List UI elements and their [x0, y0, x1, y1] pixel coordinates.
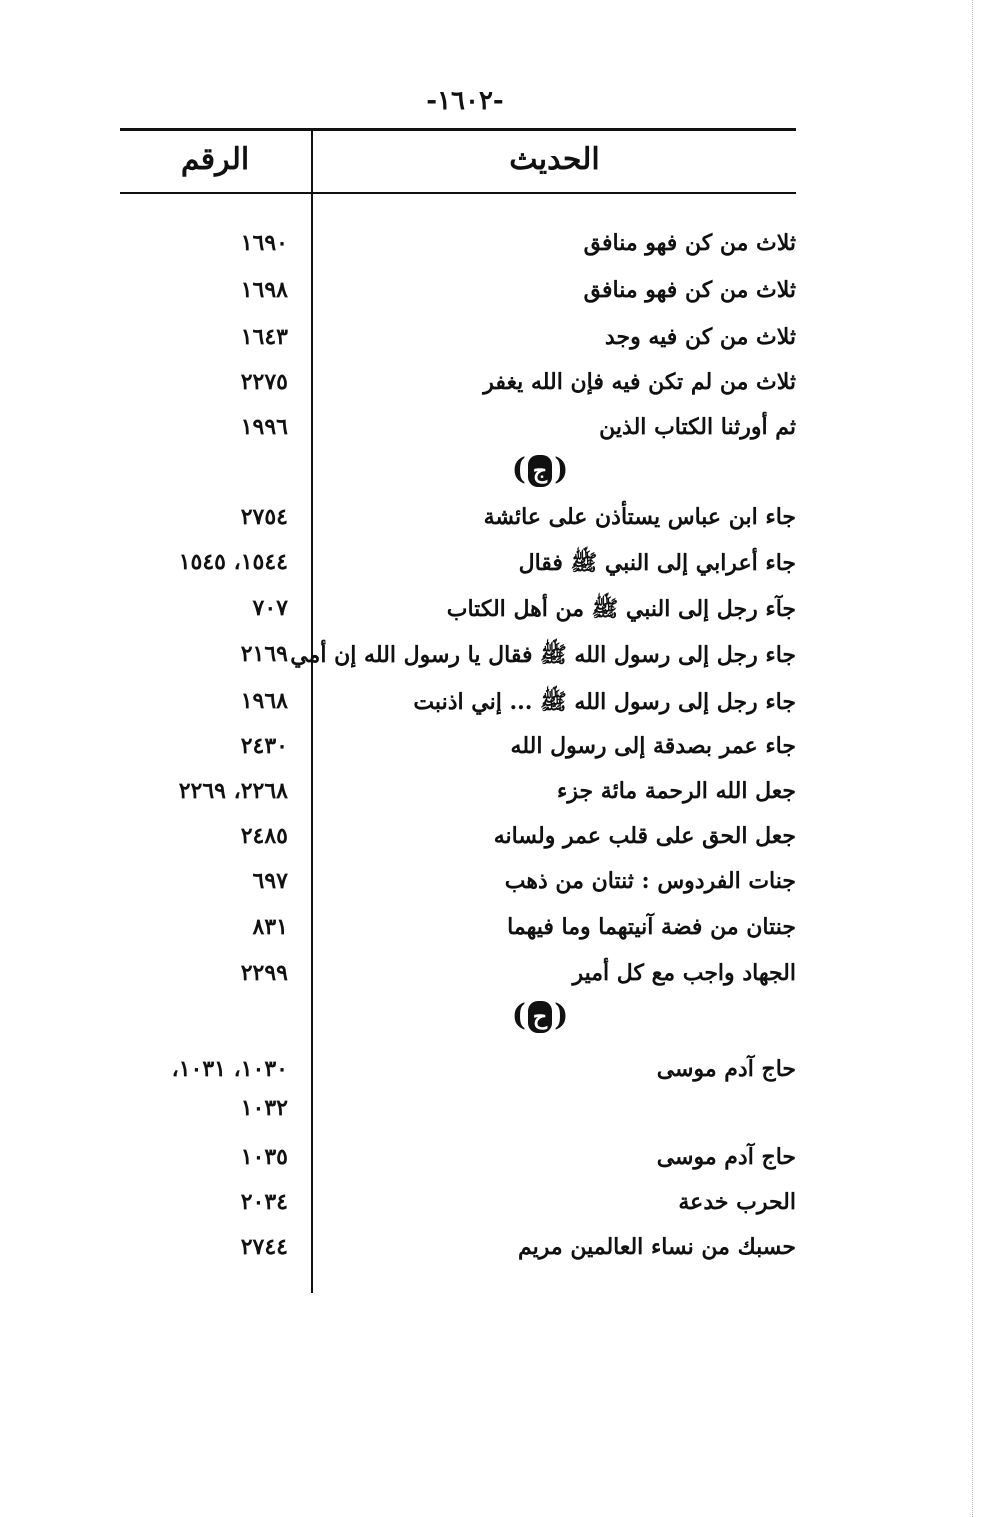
hadith-text: جعل الحق على قلب عمر ولسانه	[493, 823, 796, 849]
column-header-hadith: الحديث	[509, 142, 600, 177]
table-row	[120, 1056, 796, 1096]
hadith-number: ٢٧٥٤	[240, 504, 288, 530]
hadith-text: ثلاث من كن فهو منافق	[583, 230, 796, 256]
hadith-text: جاء رجل إلى رسول الله ﷺ ... إني اذنبت	[413, 689, 796, 715]
hadith-text: جنتان من فضة آنيتهما وما فيهما	[507, 914, 796, 940]
hadith-number: ٢٤٣٠	[240, 733, 288, 759]
table-row	[120, 595, 796, 635]
section-letter-heading	[490, 998, 590, 1033]
hadith-number: ١٠٣٠، ١٠٣١،	[171, 1056, 288, 1082]
hadith-number: ١٦٩٠	[240, 230, 288, 256]
paren-open: (	[554, 998, 569, 1033]
table-row	[120, 778, 796, 818]
page-number: -١٦٠٢-	[426, 86, 504, 116]
table-row	[120, 1095, 796, 1135]
table-row	[120, 1234, 796, 1274]
hadith-number: ٨٣١	[252, 914, 288, 940]
hadith-number: ٢٠٣٤	[240, 1189, 288, 1215]
hadith-text: ثلاث من لم تكن فيه فإن الله يغفر	[483, 369, 796, 395]
table-row	[120, 549, 796, 589]
hadith-text: الحرب خدعة	[678, 1189, 796, 1215]
table-row	[120, 369, 796, 409]
table-row	[120, 1189, 796, 1229]
section-letter: ج	[528, 455, 552, 487]
hadith-number: ١٩٩٦	[240, 414, 288, 440]
table-row	[120, 868, 796, 908]
hadith-number: ٢١٦٩	[240, 641, 288, 667]
section-letter: ح	[528, 1001, 552, 1033]
hadith-text: جآء رجل إلى النبي ﷺ من أهل الكتاب	[446, 596, 796, 622]
hadith-number: ١٠٣٢	[240, 1095, 288, 1121]
table-header-rule	[120, 192, 796, 194]
hadith-number: ٢٢٧٥	[240, 369, 288, 395]
paren-open: (	[554, 452, 569, 487]
hadith-text: حاج آدم موسى	[656, 1056, 796, 1082]
hadith-number: ٢٢٩٩	[240, 960, 288, 986]
hadith-number: ٧٠٧	[252, 595, 288, 621]
page-edge-line	[972, 0, 973, 1517]
paren-close: )	[511, 452, 526, 487]
table-row	[120, 914, 796, 954]
section-letter-heading	[490, 452, 590, 487]
table-top-rule	[120, 128, 796, 131]
hadith-number: ١٠٣٥	[240, 1144, 288, 1170]
table-row	[120, 960, 796, 1000]
hadith-number: ١٩٦٨	[240, 688, 288, 714]
table-row	[120, 641, 796, 681]
hadith-text: الجهاد واجب مع كل أمير	[572, 960, 796, 986]
paren-close: )	[511, 998, 526, 1033]
hadith-number: ٦٩٧	[252, 868, 288, 894]
table-row	[120, 1144, 796, 1184]
hadith-text: ثلاث من كن فيه وجد	[604, 324, 796, 350]
hadith-text: حسبك من نساء العالمين مريم	[518, 1234, 796, 1260]
hadith-number: ١٥٤٤، ١٥٤٥	[178, 549, 288, 575]
hadith-number: ٢٤٨٥	[240, 823, 288, 849]
hadith-text: جنات الفردوس : ثنتان من ذهب	[504, 868, 796, 894]
hadith-number: ١٦٤٣	[240, 324, 288, 350]
table-row	[120, 733, 796, 773]
hadith-text: جعل الله الرحمة مائة جزء	[557, 778, 796, 804]
table-row	[120, 414, 796, 454]
column-header-number: الرقم	[180, 142, 250, 177]
hadith-text: ثلاث من كن فهو منافق	[583, 277, 796, 303]
hadith-text: جاء عمر بصدقة إلى رسول الله	[510, 733, 796, 759]
table-row	[120, 504, 796, 544]
hadith-text: جاء رجل إلى رسول الله ﷺ فقال يا رسول الله إن أمي	[290, 642, 796, 668]
hadith-text: حاج آدم موسى	[656, 1144, 796, 1170]
table-row	[120, 277, 796, 317]
hadith-number: ٢٢٦٨، ٢٢٦٩	[178, 778, 288, 804]
hadith-number: ١٦٩٨	[240, 277, 288, 303]
table-row	[120, 230, 796, 270]
table-row	[120, 324, 796, 364]
table-row	[120, 823, 796, 863]
hadith-number: ٢٧٤٤	[240, 1234, 288, 1260]
hadith-text: جاء أعرابي إلى النبي ﷺ فقال	[518, 550, 796, 576]
hadith-text: جاء ابن عباس يستأذن على عائشة	[483, 504, 796, 530]
hadith-text: ثم أورثنا الكتاب الذين	[599, 414, 796, 440]
table-row	[120, 688, 796, 728]
